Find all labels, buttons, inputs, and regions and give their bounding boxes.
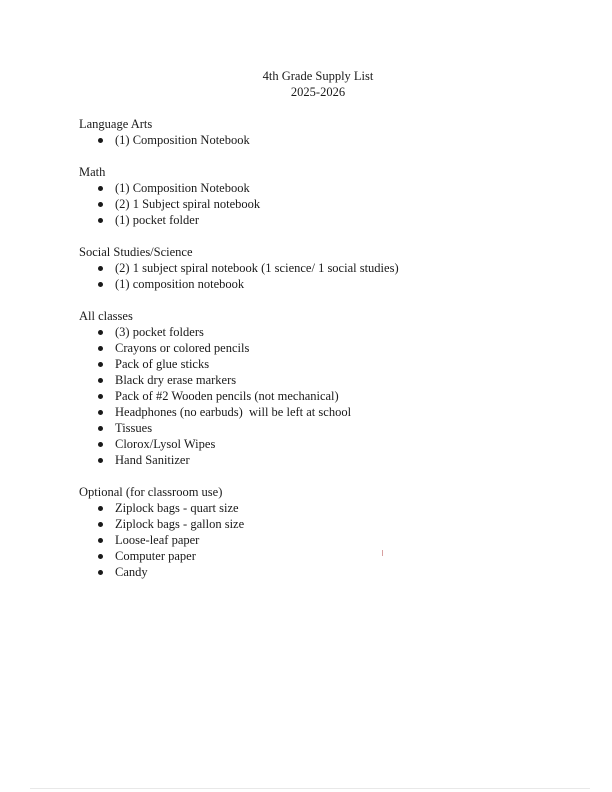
list-item — [79, 372, 559, 388]
item-text: Ziplock bags - gallon size — [115, 517, 245, 531]
section-heading: Math — [79, 165, 106, 179]
bullet-icon — [98, 426, 103, 431]
item-text: Tissues — [115, 421, 153, 435]
item-text: Hand Sanitizer — [115, 453, 190, 467]
list-item — [79, 548, 559, 564]
bullet-icon — [98, 538, 103, 543]
list-item — [79, 420, 559, 436]
bullet-icon — [98, 362, 103, 367]
list-item — [79, 564, 559, 580]
item-text: (1) pocket folder — [115, 213, 199, 227]
list-item — [79, 500, 559, 516]
bullet-icon — [98, 394, 103, 399]
item-text: Pack of #2 Wooden pencils (not mechanical) — [115, 389, 339, 403]
section-language-arts — [79, 116, 559, 148]
list-item — [79, 404, 559, 420]
list-item — [79, 436, 559, 452]
bullet-icon — [98, 346, 103, 351]
bullet-icon — [98, 522, 103, 527]
section-heading: All classes — [79, 309, 133, 323]
section-heading: Social Studies/Science — [79, 245, 193, 259]
item-text: Ziplock bags - quart size — [115, 501, 239, 515]
item-text: (1) composition notebook — [115, 277, 245, 291]
item-text: (1) Composition Notebook — [115, 181, 250, 195]
item-text: (2) 1 Subject spiral notebook — [115, 197, 261, 211]
list-item — [79, 196, 559, 212]
bullet-icon — [98, 570, 103, 575]
list-item — [79, 132, 559, 148]
item-list — [79, 132, 559, 148]
scan-edge — [30, 788, 590, 789]
bullet-icon — [98, 378, 103, 383]
list-item — [79, 212, 559, 228]
list-item — [79, 388, 559, 404]
bullet-icon — [98, 266, 103, 271]
item-text: Black dry erase markers — [115, 373, 237, 387]
bullet-icon — [98, 506, 103, 511]
list-item — [79, 532, 559, 548]
item-list — [79, 500, 559, 580]
item-text: Loose-leaf paper — [115, 533, 200, 547]
section-heading: Optional (for classroom use) — [79, 485, 223, 499]
item-text: (2) 1 subject spiral notebook (1 science/ 1 social studies) — [115, 261, 399, 275]
document-header — [0, 68, 612, 100]
bullet-icon — [98, 442, 103, 447]
bullet-icon — [98, 330, 103, 335]
section-social-studies-science — [79, 244, 559, 292]
bullet-icon — [98, 458, 103, 463]
bullet-icon — [98, 282, 103, 287]
item-text: Candy — [115, 565, 148, 579]
item-list — [79, 180, 559, 228]
item-text: Crayons or colored pencils — [115, 341, 250, 355]
item-text: Headphones (no earbuds) will be left at school — [115, 405, 352, 419]
item-list — [79, 260, 559, 292]
item-text: Computer paper — [115, 549, 196, 563]
section-heading: Language Arts — [79, 117, 153, 131]
list-item — [79, 516, 559, 532]
bullet-icon — [98, 202, 103, 207]
bullet-icon — [98, 218, 103, 223]
list-item — [79, 180, 559, 196]
section-all-classes — [79, 308, 559, 468]
item-text: Pack of glue sticks — [115, 357, 210, 371]
list-item — [79, 324, 559, 340]
supply-list — [79, 116, 559, 596]
bullet-icon — [98, 410, 103, 415]
list-item — [79, 356, 559, 372]
list-item — [79, 452, 559, 468]
item-list — [79, 324, 559, 468]
item-text: Clorox/Lysol Wipes — [115, 437, 216, 451]
section-math — [79, 164, 559, 228]
list-item — [79, 276, 559, 292]
document-title: 4th Grade Supply List — [262, 69, 374, 83]
section-optional — [79, 484, 559, 580]
bullet-icon — [98, 138, 103, 143]
list-item — [79, 340, 559, 356]
stray-mark — [382, 550, 383, 556]
item-text: (3) pocket folders — [115, 325, 204, 339]
item-text: (1) Composition Notebook — [115, 133, 250, 147]
list-item — [79, 260, 559, 276]
bullet-icon — [98, 554, 103, 559]
document-year: 2025-2026 — [290, 85, 346, 99]
bullet-icon — [98, 186, 103, 191]
